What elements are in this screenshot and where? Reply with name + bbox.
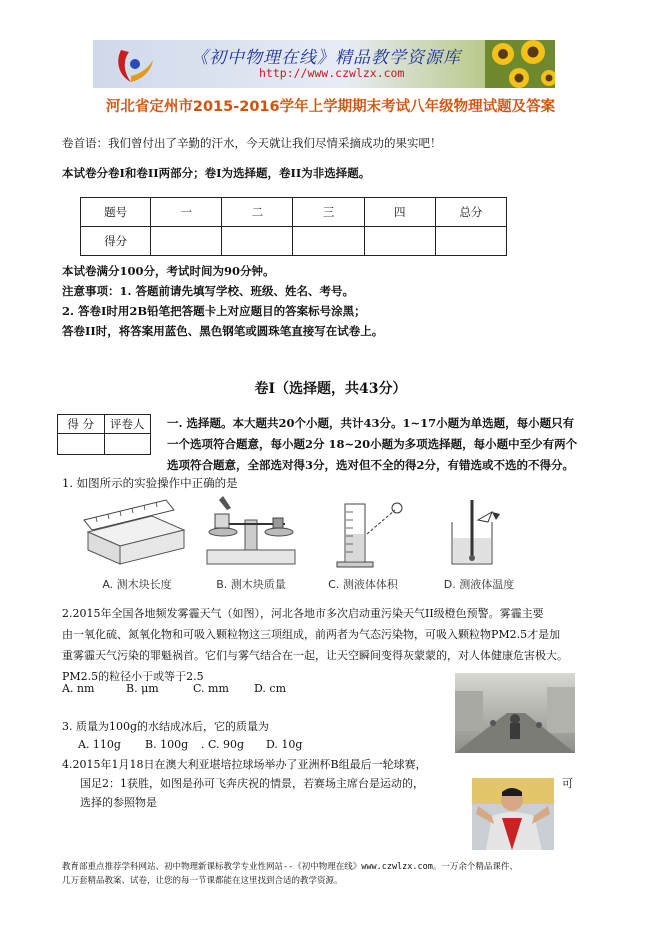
- sunflower-image: [485, 40, 555, 88]
- footer-line: 教育部重点推荐学科网站、初中物理新课标教学专业性网站--《初中物理在线》www.czwlzx.com。一万余个精品课件、: [62, 862, 518, 872]
- note-line: 注意事项：1. 答题前请先填写学校、班级、姓名、考号。: [62, 284, 355, 298]
- score-table: [80, 197, 507, 256]
- question-4-line: 国足2：1获胜，如图是孙可飞奔庆祝的情景，若赛场主席台是运动的，: [80, 777, 424, 790]
- score-cell[interactable]: [222, 227, 293, 256]
- score-row-label: 得分: [81, 227, 151, 256]
- score-cell[interactable]: [435, 227, 506, 256]
- question-1-text: 1. 如图所示的实验操作中正确的是: [62, 476, 238, 490]
- note-line: 本试卷满分100分，考试时间为90分钟。: [62, 264, 275, 278]
- question-2-line: 由一氧化硫、氮氧化物和可吸入颗粒物这三项组成，前两者为气态污染物，可吸入颗粒物PM2.5才是加: [62, 628, 561, 641]
- soccer-player-photo: [472, 778, 554, 850]
- footer-line: 几万套精品教案、试卷，让您的每一节课都能在这里找到合适的教学资源。: [62, 876, 343, 886]
- header-banner: [93, 40, 555, 88]
- smog-street-photo: [455, 673, 575, 753]
- q3-option-c: . C. 90g: [201, 738, 245, 751]
- grader-header-reviewer: 评卷人: [104, 415, 151, 434]
- score-header-cell: 总分: [435, 198, 506, 227]
- question-4-line: 选择的参照物是: [80, 796, 157, 809]
- q3-option-d: D. 10g: [266, 738, 303, 751]
- page-footer: [62, 860, 607, 888]
- question-4-tail: 可: [562, 777, 573, 790]
- grader-score-cell[interactable]: [58, 434, 105, 455]
- question-2-line: PM2.5的粒径小于或等于2.5: [62, 670, 204, 683]
- graduated-cylinder-figure: [313, 494, 413, 572]
- score-header-cell: 二: [222, 198, 293, 227]
- grader-reviewer-cell[interactable]: [104, 434, 151, 455]
- thermometer-beaker-figure: [430, 494, 530, 572]
- grader-table: [57, 414, 151, 455]
- question-4-line: 4.2015年1月18日在澳大利亚堪培拉球场举办了亚洲杯B组最后一轮球赛，: [62, 758, 427, 771]
- score-cell[interactable]: [364, 227, 435, 256]
- section-instruction-line: 选项符合题意，全部选对得3分，选对但不全的得2分，有错选或不选的不得分。: [167, 458, 574, 472]
- note-line: 答卷II时，将答案用蓝色、黑色钢笔或圆珠笔直接写在试卷上。: [62, 324, 384, 338]
- section-instruction-line: 一个选项符合题意，每小题2分 18~20小题为多项选择题，每小题中至少有两个: [167, 437, 578, 451]
- note-line: 2. 答卷I时用2B铅笔把答题卡上对应题目的答案标号涂黑；: [62, 304, 366, 318]
- question-2-line: 2.2015年全国各地频发雾霾天气（如图），河北各地市多次启动重污染天气II级橙色预警。雾霾主要: [62, 607, 544, 620]
- q2-option-b: B. μm: [126, 682, 159, 695]
- balance-scale-figure: [201, 494, 301, 572]
- score-header-cell: 一: [151, 198, 222, 227]
- question-2-line: 重雾霾天气污染的罪魁祸首。它们与雾气结合在一起，让天空瞬间变得灰蒙蒙的，对人体健康危害极大。: [62, 649, 568, 662]
- score-cell[interactable]: [293, 227, 364, 256]
- ruler-measurement-figure: [82, 494, 192, 572]
- option-c-label: C. 测液体体积: [328, 578, 398, 591]
- banner-title: 《初中物理在线》精品教学资源库: [191, 48, 461, 68]
- q2-option-a: A. nm: [62, 682, 95, 695]
- section-title: 卷I（选择题，共43分）: [254, 381, 407, 397]
- q3-option-b: B. 100g: [145, 738, 189, 751]
- document-title: 河北省定州市2015-2016学年上学期期末考试八年级物理试题及答案: [105, 99, 556, 115]
- question-3-text: 3. 质量为100g的水结成冰后，它的质量为: [62, 720, 270, 733]
- score-cell[interactable]: [151, 227, 222, 256]
- option-a-label: A. 测木块长度: [102, 578, 172, 591]
- banner-url[interactable]: http://www.czwlzx.com: [259, 66, 405, 80]
- q2-option-d: D. cm: [254, 682, 287, 695]
- site-logo-icon: [113, 46, 155, 84]
- preface-text: 卷首语：我们曾付出了辛勤的汗水，今天就让我们尽情采摘成功的果实吧！: [62, 136, 442, 150]
- intro-text: 本试卷分卷I和卷II两部分；卷I为选择题，卷II为非选择题。: [62, 166, 371, 180]
- q2-option-c: C. mm: [193, 682, 229, 695]
- section-instruction-line: 一. 选择题。本大题共20个小题，共计43分。1~17小题为单选题，每小题只有: [167, 416, 575, 430]
- grader-header-score: 得 分: [58, 415, 105, 434]
- score-header-cell: 四: [364, 198, 435, 227]
- option-b-label: B. 测木块质量: [216, 578, 286, 591]
- score-header-cell: 题号: [81, 198, 151, 227]
- option-d-label: D. 测液体温度: [443, 578, 515, 591]
- score-header-cell: 三: [293, 198, 364, 227]
- q3-option-a: A. 110g: [78, 738, 121, 751]
